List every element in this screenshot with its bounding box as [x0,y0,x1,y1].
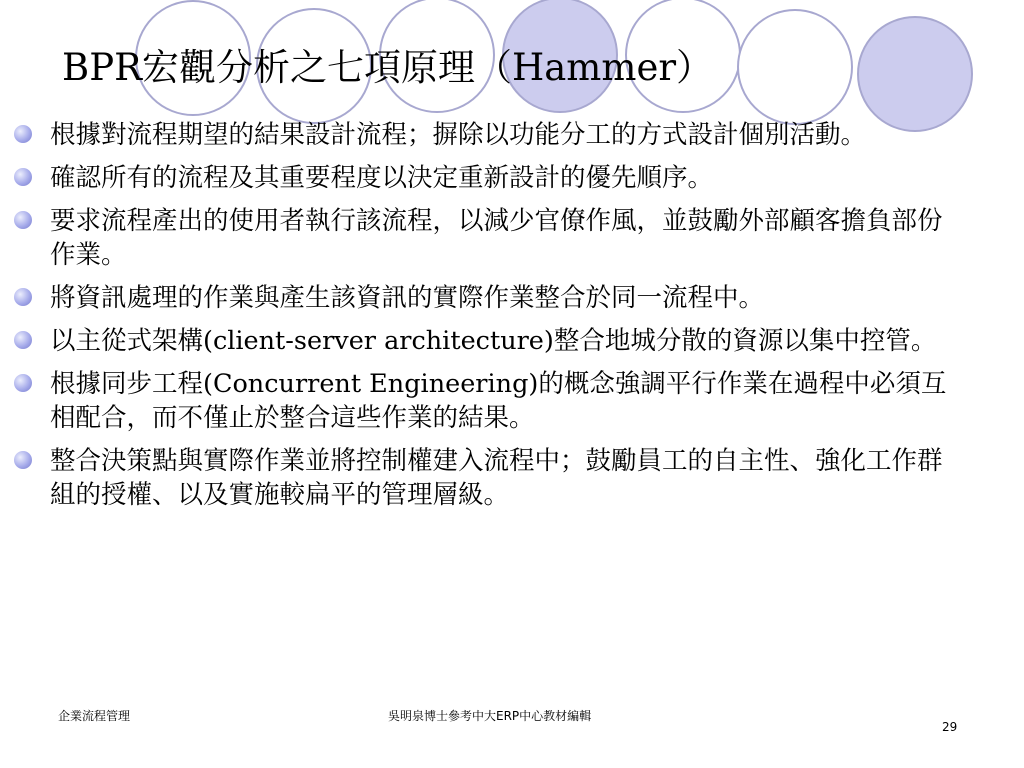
bullet-item [14,324,954,358]
filled-circle [858,17,972,131]
bullet-text: 整合決策點與實際作業並將控制權建入流程中；鼓勵員工的自主性、強化工作群組的授權、以及實施較扁平的管理層級。 [50,446,943,510]
bullet-item [14,161,954,195]
bullet-icon [14,211,32,229]
bullet-list [14,118,954,521]
bullet-item [14,444,954,512]
bullet-text: 根據對流程期望的結果設計流程；摒除以功能分工的方式設計個別活動。 [50,120,867,150]
bullet-icon [14,168,32,186]
outline-circle [738,10,852,124]
bullet-text: 以主從式架構(client-server architecture)整合地城分散的資源以集中控管。 [50,326,937,356]
footer-course-name: 企業流程管理 [58,709,131,723]
bullet-icon [14,125,32,143]
footer-author: 吳明泉博士參考中大ERP中心教材編輯 [388,709,592,723]
bullet-text: 將資訊處理的作業與產生該資訊的實際作業整合於同一流程中。 [50,283,765,313]
page-number: 29 [942,720,958,734]
bullet-icon [14,374,32,392]
bullet-text: 要求流程產出的使用者執行該流程，以減少官僚作風，並鼓勵外部顧客擔負部份作業。 [50,206,943,270]
bullet-icon [14,288,32,306]
bullet-item [14,204,954,272]
bullet-text: 根據同步工程(Concurrent Engineering)的概念強調平行作業在過程中必須互相配合，而不僅止於整合這些作業的結果。 [50,369,947,433]
bullet-item [14,118,954,152]
bullet-text: 確認所有的流程及其重要程度以決定重新設計的優先順序。 [50,163,714,193]
bullet-icon [14,451,32,469]
bullet-item [14,367,954,435]
bullet-item [14,281,954,315]
slide-title: BPR宏觀分析之七項原理（Hammer） [62,46,714,89]
bullet-icon [14,331,32,349]
